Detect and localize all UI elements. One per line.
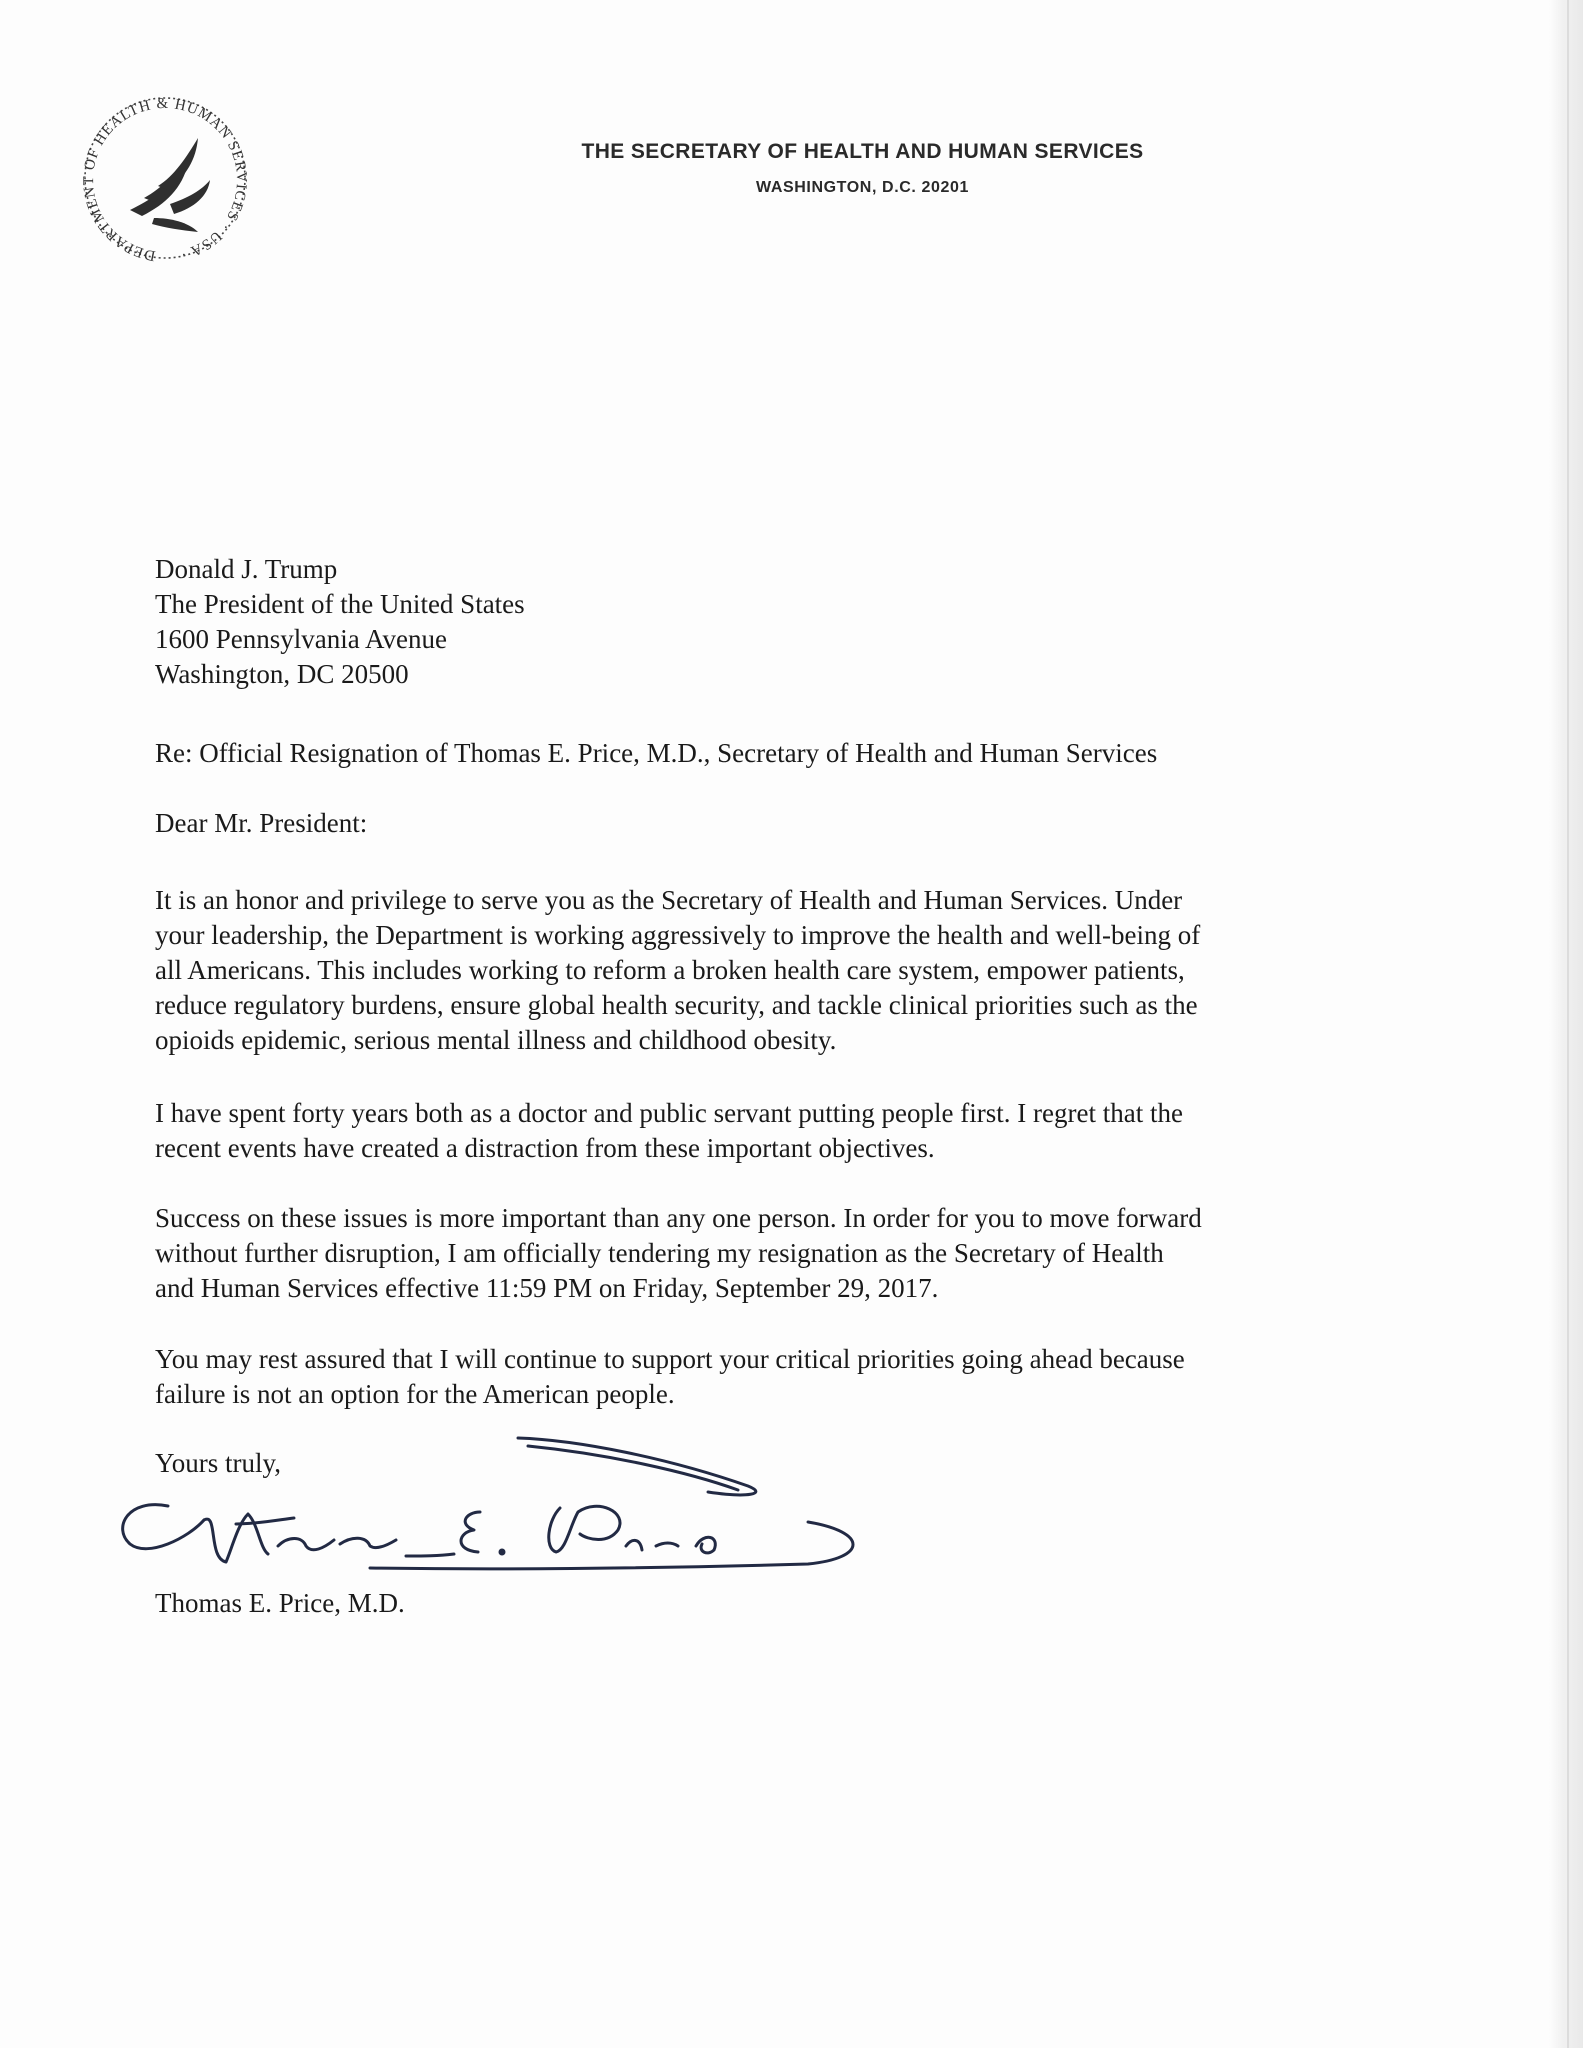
hhs-seal-icon <box>70 92 260 264</box>
salutation: Dear Mr. President: <box>155 808 368 838</box>
svg-text:DEPARTMENT OF HEALTH & HUMAN S: DEPARTMENT OF HEALTH & HUMAN SERVICES · USA · <box>81 95 250 264</box>
paragraph-line: reduce regulatory burdens, ensure global health security, and tackle clinical priorities such as the <box>155 990 1198 1020</box>
subject-line: Re: Official Resignation of Thomas E. Price, M.D., Secretary of Health and Human Services <box>155 738 1158 768</box>
paragraph-line: and Human Services effective 11:59 PM on Friday, September 29, 2017. <box>155 1273 939 1303</box>
paragraph-line: without further disruption, I am officially tendering my resignation as the Secretary of Health <box>155 1238 1164 1268</box>
handwritten-signature <box>108 1428 878 1578</box>
paragraph-3 <box>155 1201 1375 1306</box>
recipient-address <box>155 552 1375 692</box>
letterhead <box>380 140 1345 197</box>
paragraph-line: your leadership, the Department is working aggressively to improve the health and well-being of <box>155 920 1201 950</box>
paragraph-line: opioids epidemic, serious mental illness and childhood obesity. <box>155 1025 837 1055</box>
letterhead-address: WASHINGTON, D.C. 20201 <box>756 179 969 196</box>
paragraph-line: all Americans. This includes working to reform a broken health care system, empower patients, <box>155 955 1185 985</box>
scan-edge-shadow <box>1549 0 1583 2048</box>
recipient-street: 1600 Pennsylvania Avenue <box>155 624 447 654</box>
paragraph-4 <box>155 1342 1375 1412</box>
paragraph-1 <box>155 883 1375 1058</box>
paragraph-line: You may rest assured that I will continue to support your critical priorities going ahead because <box>155 1344 1185 1374</box>
closing: Yours truly, <box>155 1448 282 1478</box>
paragraph-line: recent events have created a distraction from these important objectives. <box>155 1133 935 1163</box>
recipient-city: Washington, DC 20500 <box>155 659 409 689</box>
scan-edge-line <box>1567 0 1569 2048</box>
paragraph-line: failure is not an option for the American people. <box>155 1379 675 1409</box>
paragraph-line: I have spent forty years both as a doctor and public servant putting people first. I regret that the <box>155 1098 1183 1128</box>
letterhead-title: THE SECRETARY OF HEALTH AND HUMAN SERVICES <box>581 140 1144 163</box>
recipient-title: The President of the United States <box>155 589 525 619</box>
signer-name: Thomas E. Price, M.D. <box>155 1588 405 1618</box>
paragraph-line: Success on these issues is more important than any one person. In order for you to move forward <box>155 1203 1202 1233</box>
recipient-name: Donald J. Trump <box>155 554 338 584</box>
paragraph-2 <box>155 1096 1375 1166</box>
paragraph-line: It is an honor and privilege to serve you as the Secretary of Health and Human Services. Under <box>155 885 1183 915</box>
